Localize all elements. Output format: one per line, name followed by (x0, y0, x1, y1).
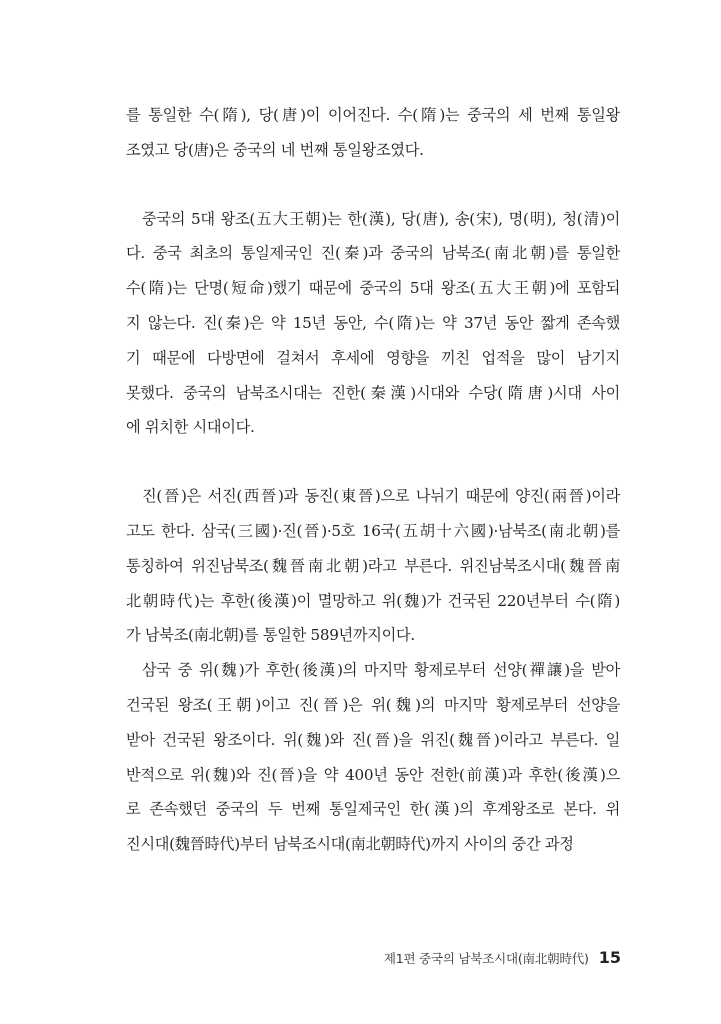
paragraph (126, 653, 620, 862)
page-footer (384, 948, 621, 967)
text-line: 가 남북조(南北朝)를 통일한 589년까지이다. (126, 626, 415, 645)
paragraph (126, 479, 620, 653)
text-line: 진시대(魏晉時代)부터 남북조시대(南北朝時代)까지 사이의 중간 과정 (126, 835, 574, 854)
text-line: 진(晉)은 서진(西晉)과 동진(東晉)으로 나뉘기 때문에 양진(兩晉)이라 (142, 487, 620, 506)
text-line: 로 존속했던 중국의 두 번째 통일제국인 한(漢)의 후계왕조로 본다. 위 (126, 800, 620, 819)
text-line: 받아 건국된 왕조이다. 위(魏)와 진(晉)을 위진(魏晉)이라고 부른다. 일 (126, 730, 620, 749)
paragraph-gap (126, 168, 620, 202)
text-line: 에 위치한 시대이다. (126, 418, 255, 437)
text-line: 기 때문에 다방면에 걸쳐서 후세에 영향을 끼친 업적을 많이 남기지 (126, 348, 620, 367)
text-line: 다. 중국 최초의 통일제국인 진(秦)과 중국의 남북조(南北朝)를 통일한 (126, 244, 620, 263)
text-line: 고도 한다. 삼국(三國)·진(晉)·5호 16국(五胡十六國)·남북조(南北朝)를 (126, 521, 620, 540)
text-line: 조였고 당(唐)은 중국의 네 번째 통일왕조였다. (126, 140, 424, 159)
body-text (126, 98, 620, 862)
text-line: 중국의 5대 왕조(五大王朝)는 한(漢), 당(唐), 송(宋), 명(明), 청(清)이 (142, 209, 620, 228)
text-line: 못했다. 중국의 남북조시대는 진한(秦漢)시대와 수당(隋唐)시대 사이 (126, 383, 620, 402)
text-line: 를 통일한 수(隋), 당(唐)이 이어진다. 수(隋)는 중국의 세 번째 통일왕 (126, 106, 620, 124)
text-line: 통칭하여 위진남북조(魏晉南北朝)라고 부른다. 위진남북조시대(魏晉南 (126, 556, 620, 575)
paragraph (126, 202, 620, 446)
text-line: 수(隋)는 단명(短命)했기 때문에 중국의 5대 왕조(五大王朝)에 포함되 (126, 279, 620, 298)
text-line: 北朝時代)는 후한(後漢)이 멸망하고 위(魏)가 건국된 220년부터 수(隋) (126, 591, 620, 610)
page-number: 15 (598, 948, 621, 967)
text-line: 지 않는다. 진(秦)은 약 15년 동안, 수(隋)는 약 37년 동안 짧게 존속했 (126, 313, 620, 332)
paragraph (126, 98, 620, 168)
text-line: 반적으로 위(魏)와 진(晉)을 약 400년 동안 전한(前漢)과 후한(後漢)으 (126, 765, 620, 784)
text-line: 삼국 중 위(魏)가 후한(後漢)의 마지막 황제로부터 선양(禪讓)을 받아 (142, 661, 620, 680)
text-line: 건국된 왕조(王朝)이고 진(晉)은 위(魏)의 마지막 황제로부터 선양을 (126, 695, 620, 714)
paragraph-gap (126, 445, 620, 479)
running-footer-title: 제1편 중국의 남북조시대(南北朝時代) (383, 951, 589, 966)
